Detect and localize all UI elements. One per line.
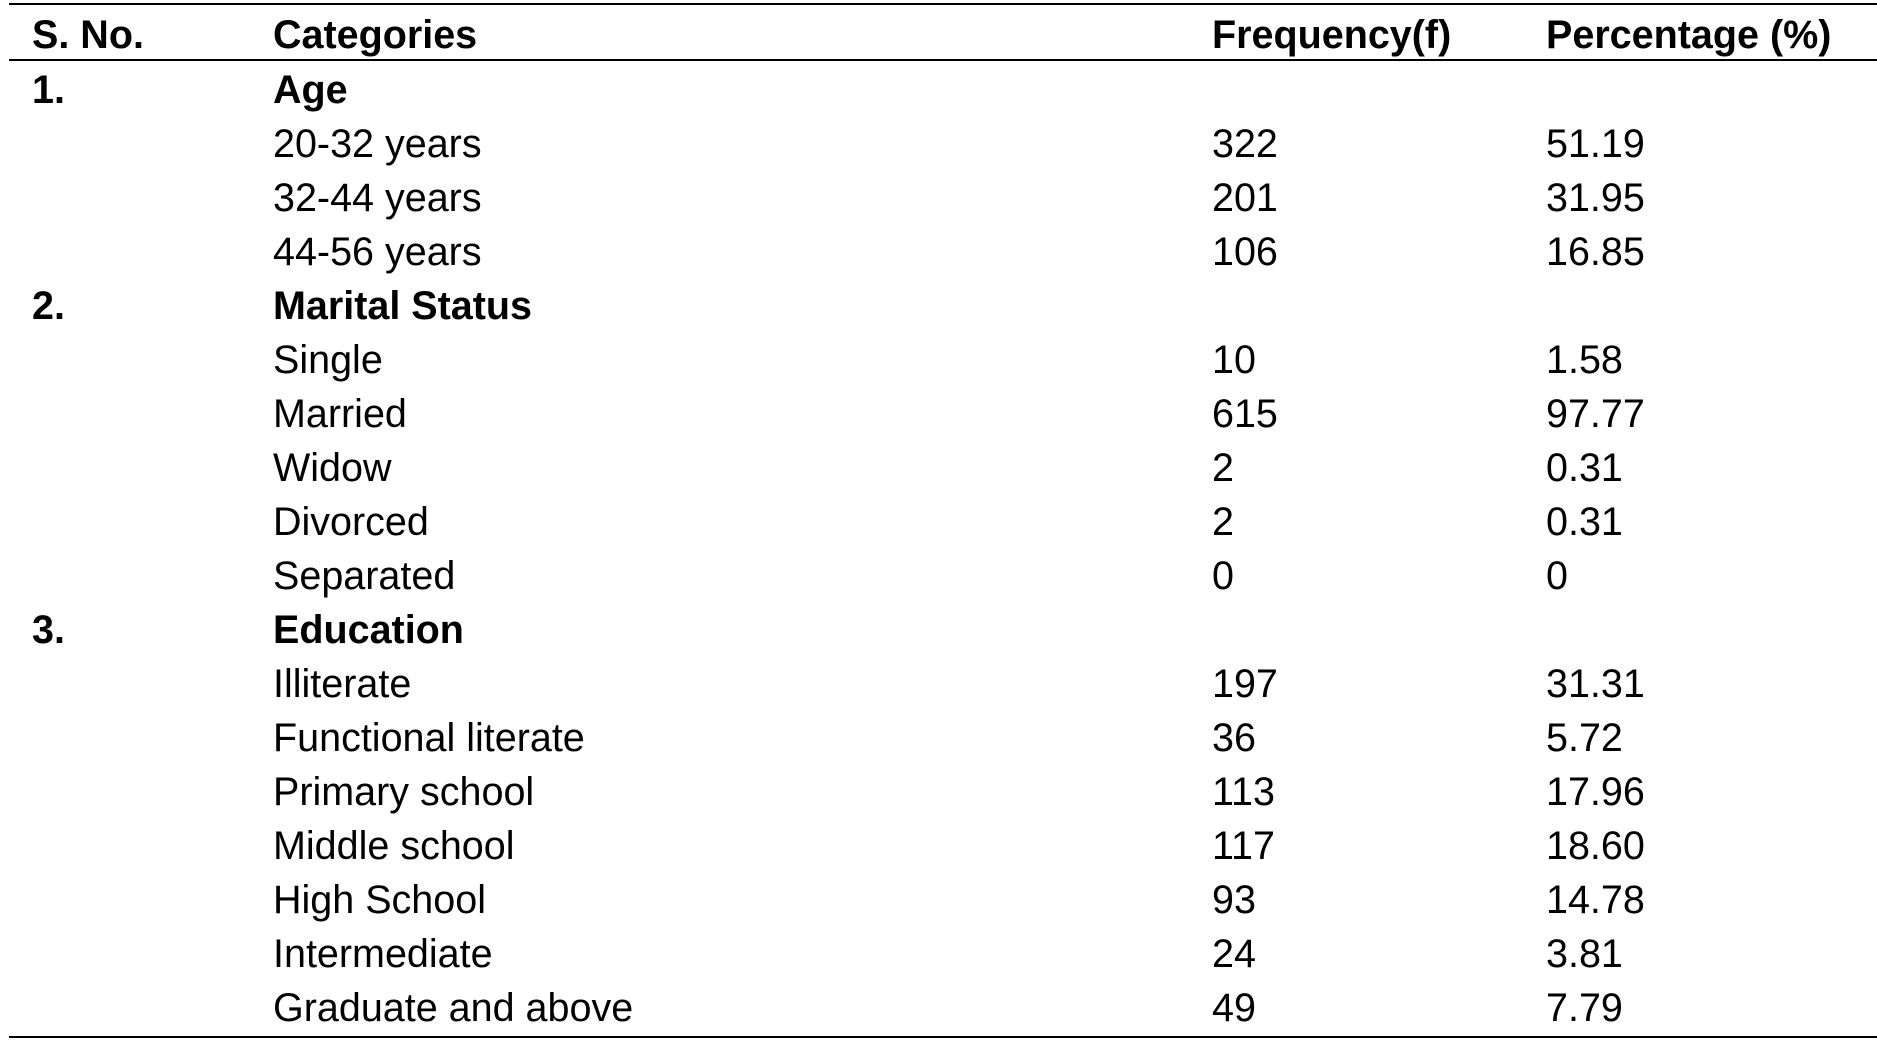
section-header-age bbox=[0, 63, 1877, 117]
category-cell: 20-32 years bbox=[273, 122, 482, 166]
section-title: Age bbox=[273, 68, 348, 112]
frequency-cell: 322 bbox=[1212, 122, 1278, 166]
section-title: Marital Status bbox=[273, 284, 533, 328]
table-row bbox=[0, 441, 1877, 495]
percentage-cell: 3.81 bbox=[1546, 932, 1623, 976]
percentage-cell: 0.31 bbox=[1546, 500, 1623, 544]
category-cell: Separated bbox=[273, 554, 456, 598]
percentage-cell: 97.77 bbox=[1546, 392, 1645, 436]
frequency-cell: 10 bbox=[1212, 338, 1256, 382]
frequency-cell: 197 bbox=[1212, 662, 1278, 706]
table-row bbox=[0, 981, 1877, 1035]
percentage-cell: 0 bbox=[1546, 554, 1568, 598]
percentage-cell: 1.58 bbox=[1546, 338, 1623, 382]
table-row bbox=[0, 765, 1877, 819]
table-header-row bbox=[0, 8, 1877, 62]
category-cell: Functional literate bbox=[273, 716, 585, 760]
category-cell: Intermediate bbox=[273, 932, 493, 976]
percentage-cell: 5.72 bbox=[1546, 716, 1623, 760]
table-row bbox=[0, 387, 1877, 441]
header-categories: Categories bbox=[273, 13, 478, 57]
frequency-cell: 615 bbox=[1212, 392, 1278, 436]
section-header-marital-status bbox=[0, 279, 1877, 333]
frequency-cell: 93 bbox=[1212, 878, 1256, 922]
percentage-cell: 7.79 bbox=[1546, 986, 1623, 1030]
category-cell: High School bbox=[273, 878, 486, 922]
frequency-cell: 24 bbox=[1212, 932, 1256, 976]
category-cell: Single bbox=[273, 338, 383, 382]
category-cell: Widow bbox=[273, 446, 392, 490]
table-row bbox=[0, 711, 1877, 765]
percentage-cell: 16.85 bbox=[1546, 230, 1645, 274]
table-row bbox=[0, 927, 1877, 981]
table-row bbox=[0, 225, 1877, 279]
header-frequency: Frequency(f) bbox=[1212, 13, 1452, 57]
section-number: 3. bbox=[32, 608, 65, 652]
percentage-cell: 14.78 bbox=[1546, 878, 1645, 922]
frequency-cell: 2 bbox=[1212, 500, 1234, 544]
frequency-cell: 106 bbox=[1212, 230, 1278, 274]
category-cell: Illiterate bbox=[273, 662, 412, 706]
percentage-cell: 0.31 bbox=[1546, 446, 1623, 490]
category-cell: 32-44 years bbox=[273, 176, 482, 220]
category-cell: Married bbox=[273, 392, 407, 436]
category-cell: Divorced bbox=[273, 500, 429, 544]
section-title: Education bbox=[273, 608, 464, 652]
table-row bbox=[0, 171, 1877, 225]
table-bottom-rule bbox=[9, 1036, 1877, 1038]
category-cell: Middle school bbox=[273, 824, 515, 868]
frequency-cell: 0 bbox=[1212, 554, 1234, 598]
percentage-cell: 31.31 bbox=[1546, 662, 1645, 706]
frequency-cell: 113 bbox=[1212, 770, 1275, 814]
percentage-cell: 31.95 bbox=[1546, 176, 1645, 220]
header-sno: S. No. bbox=[32, 13, 144, 57]
table-row bbox=[0, 333, 1877, 387]
frequency-cell: 49 bbox=[1212, 986, 1256, 1030]
category-cell: 44-56 years bbox=[273, 230, 482, 274]
table-row bbox=[0, 819, 1877, 873]
percentage-cell: 17.96 bbox=[1546, 770, 1645, 814]
percentage-cell: 18.60 bbox=[1546, 824, 1645, 868]
table-row bbox=[0, 549, 1877, 603]
table-top-rule bbox=[9, 3, 1877, 5]
percentage-cell: 51.19 bbox=[1546, 122, 1645, 166]
table-row bbox=[0, 117, 1877, 171]
section-number: 1. bbox=[32, 68, 65, 112]
header-percentage: Percentage (%) bbox=[1546, 13, 1832, 57]
frequency-cell: 117 bbox=[1212, 824, 1275, 868]
frequency-cell: 2 bbox=[1212, 446, 1234, 490]
frequency-cell: 36 bbox=[1212, 716, 1256, 760]
table-row bbox=[0, 657, 1877, 711]
table-header-rule bbox=[9, 59, 1877, 61]
table-row bbox=[0, 495, 1877, 549]
frequency-cell: 201 bbox=[1212, 176, 1278, 220]
section-number: 2. bbox=[32, 284, 65, 328]
category-cell: Graduate and above bbox=[273, 986, 634, 1030]
section-header-education bbox=[0, 603, 1877, 657]
table-row bbox=[0, 873, 1877, 927]
category-cell: Primary school bbox=[273, 770, 535, 814]
